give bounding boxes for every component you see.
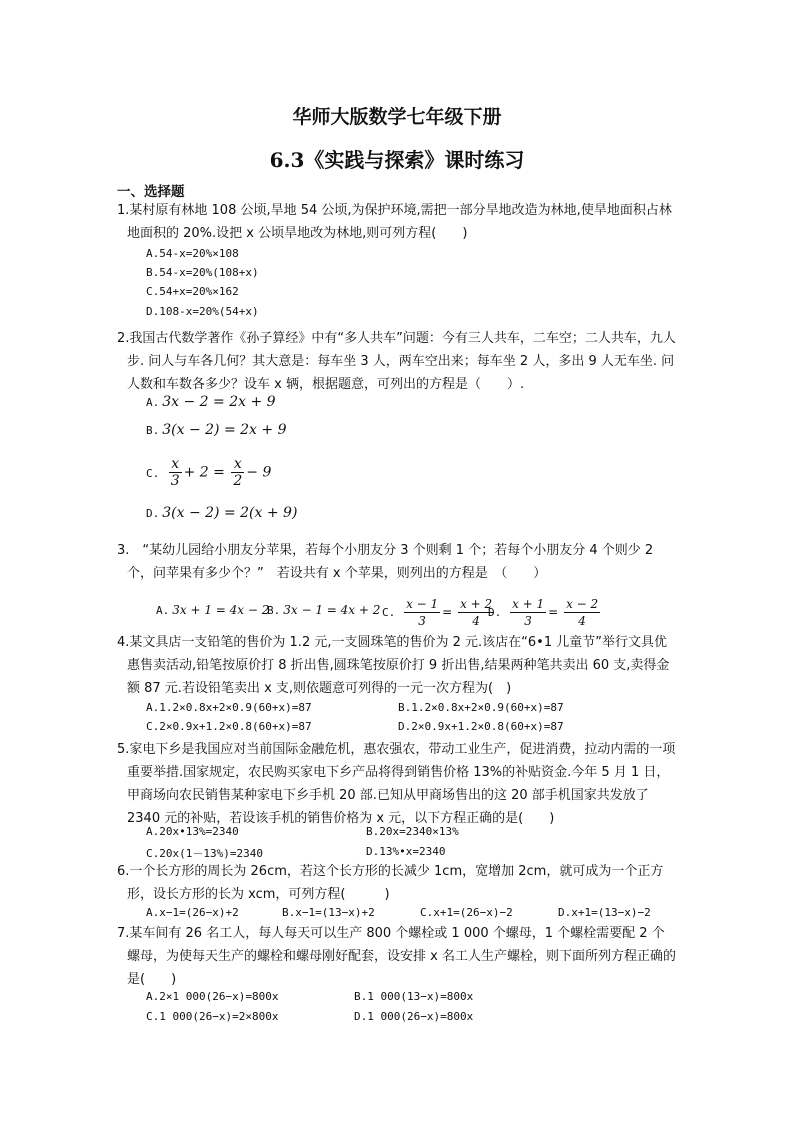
q2-option-a-label: A. — [146, 396, 160, 409]
q5-option-a: A.20x•13%=2340 — [146, 825, 239, 838]
q6-option-b: B.x−1=(13−x)+2 — [282, 906, 375, 919]
q3-option-c-fraction-1 — [404, 596, 440, 629]
q3-option-d-fraction-2 — [564, 596, 600, 629]
q4-option-d: D.2×0.9x+1.2×0.8(60+x)=87 — [398, 720, 564, 733]
q3-option-d — [488, 596, 602, 629]
q2-c-denominator-1: 3 — [170, 473, 180, 489]
q3-option-b — [267, 603, 380, 617]
q7-option-b: B.1 000(13−x)=800x — [354, 990, 474, 1003]
q3-d-numerator-2: x − 2 — [566, 597, 599, 611]
q2-option-a — [146, 394, 276, 410]
q3-option-c — [382, 596, 496, 629]
q2-option-c-label: C. — [146, 466, 160, 480]
question-3 — [117, 539, 677, 585]
q3-c-denominator-1: 3 — [418, 614, 426, 628]
question-5 — [117, 738, 677, 830]
q3-option-d-equals: = — [548, 605, 559, 619]
q6-option-c: C.x+1=(26−x)−2 — [420, 906, 513, 919]
question-4-stem: 4.某文具店一支铅笔的售价为 1.2 元,一支圆珠笔的售价为 2 元.该店在“6•1 儿童节”举行文具优惠售卖活动,铅笔按原价打 8 折出售,圆珠笔按原价打 9 折出售,结果两种笔共卖出 60 支,卖得金额 87 元.若设铅笔卖出 x 支,则依题意可列得的一元一次方程为( ) — [117, 635, 670, 696]
question-5-stem: 5.家电下乡是我国应对当前国际金融危机，惠农强农，带动工业生产，促进消费，拉动内需的一项重要举措.国家规定，农民购买家电下乡产品将得到销售价格 13%的补贴资金.今年 5 月 1 日，甲商场向农民销售某种家电下乡手机 20 部.已知从甲商场售出的这 20 部手机国家共发放了 2340 元的补贴，若设该手机的销售价格为 x 元，以下方程正确的是( ) — [117, 742, 676, 826]
q2-option-b — [146, 422, 287, 438]
q2-option-c — [146, 456, 271, 489]
q1-option-c: C.54+x=20%×162 — [146, 285, 239, 298]
q3-option-d-label: D. — [488, 606, 502, 619]
q2-c-numerator-2: x — [231, 456, 244, 473]
q2-option-b-expr: 3(x − 2) = 2x + 9 — [162, 422, 287, 438]
q3-d-numerator-1: x + 1 — [512, 597, 545, 611]
question-4 — [117, 631, 677, 700]
q3-d-denominator-2: 4 — [578, 614, 586, 628]
q3-option-d-fraction-1 — [510, 596, 546, 629]
q5-option-c: C.20x(1－13%)=2340 — [146, 847, 263, 860]
q2-option-d-label: D. — [146, 507, 160, 520]
q3-d-denominator-1: 3 — [524, 614, 532, 628]
q2-option-c-fraction-2 — [231, 456, 244, 489]
q3-option-a — [156, 603, 269, 617]
question-3-stem: 3. “某幼儿园给小朋友分苹果，若每个小朋友分 3 个则剩 1 个；若每个小朋友分 4 个则少 2 个，问苹果有多少个？” 若设共有 x 个苹果，则列出的方程是 （ ） — [117, 543, 654, 581]
question-7 — [117, 922, 677, 991]
q3-c-denominator-2: 4 — [472, 614, 480, 628]
q2-option-c-end: − 9 — [246, 464, 272, 481]
q1-option-a: A.54-x=20%×108 — [146, 247, 239, 260]
q3-option-a-label: A. — [156, 604, 170, 617]
q2-option-d-expr: 3(x − 2) = 2(x + 9) — [162, 505, 298, 521]
q2-option-c-fraction-1 — [169, 456, 182, 489]
question-1 — [117, 199, 677, 245]
document-title: 华师大版数学七年级下册 — [292, 106, 502, 128]
q7-option-a: A.2×1 000(26−x)=800x — [146, 990, 279, 1003]
section-heading: 一、选择题 — [117, 184, 185, 200]
question-6-stem: 6.一个长方形的周长为 26cm，若这个长方形的长减少 1cm，宽增加 2cm，就可成为一个正方形，设长方形的长为 xcm，可列方程( ) — [117, 864, 664, 902]
q3-option-c-equals: = — [442, 605, 453, 619]
q4-option-c: C.2×0.9x+1.2×0.8(60+x)=87 — [146, 720, 312, 733]
q6-option-d: D.x+1=(13−x)−2 — [558, 906, 651, 919]
q2-option-d — [146, 505, 297, 521]
q7-option-c: C.1 000(26−x)=2×800x — [146, 1010, 279, 1023]
q3-option-b-label: B. — [267, 604, 281, 617]
q5-option-d: D.13%•x=2340 — [366, 845, 446, 858]
q5-option-b: B.20x=2340×13% — [366, 825, 459, 838]
q2-c-denominator-2: 2 — [233, 473, 243, 489]
question-6 — [117, 860, 677, 906]
question-7-stem: 7.某车间有 26 名工人，每人每天可以生产 800 个螺栓或 1 000 个螺母，1 个螺栓需要配 2 个螺母，为使每天生产的螺栓和螺母刚好配套，设安排 x 名工人生产螺栓，则下面所列方程正确的是( ) — [117, 926, 676, 987]
q3-option-a-expr: 3x + 1 = 4x − 2 — [172, 603, 270, 617]
q3-option-b-expr: 3x − 1 = 4x + 2 — [283, 603, 381, 617]
q6-option-a: A.x−1=(26−x)+2 — [146, 906, 239, 919]
q2-c-numerator-1: x — [169, 456, 182, 473]
q3-c-numerator-1: x − 1 — [406, 597, 439, 611]
q4-option-a: A.1.2×0.8x+2×0.9(60+x)=87 — [146, 701, 312, 714]
q2-option-b-label: B. — [146, 424, 160, 437]
q3-option-c-label: C. — [382, 606, 396, 619]
q3-c-numerator-2: x + 2 — [460, 597, 493, 611]
q2-option-c-middle: + 2 = — [183, 464, 225, 481]
q4-option-b: B.1.2×0.8x+2×0.9(60+x)=87 — [398, 701, 564, 714]
question-2 — [117, 327, 677, 396]
question-2-stem: 2.我国古代数学著作《孙子算经》中有“多人共车”问题：今有三人共车，二车空；二人共车，九人步. 问人与车各几何？其大意是：每车坐 3 人，两车空出来；每车坐 2 人，多出 9 人无车坐. 问人数和车数各多少？设车 x 辆，根据题意，可列出的方程是（ ）. — [117, 331, 676, 392]
q1-option-d: D.108-x=20%(54+x) — [146, 305, 259, 318]
q1-option-b: B.54-x=20%(108+x) — [146, 266, 259, 279]
question-1-stem: 1.某村原有林地 108 公顷,旱地 54 公顷,为保护环境,需把一部分旱地改造为林地,使旱地面积占林地面积的 20%.设把 x 公顷旱地改为林地,则可列方程( ) — [117, 203, 672, 241]
q2-option-a-expr: 3x − 2 = 2x + 9 — [162, 394, 276, 410]
document-subtitle: 6.3《实践与探索》课时练习 — [269, 148, 525, 172]
q7-option-d: D.1 000(26−x)=800x — [354, 1010, 474, 1023]
